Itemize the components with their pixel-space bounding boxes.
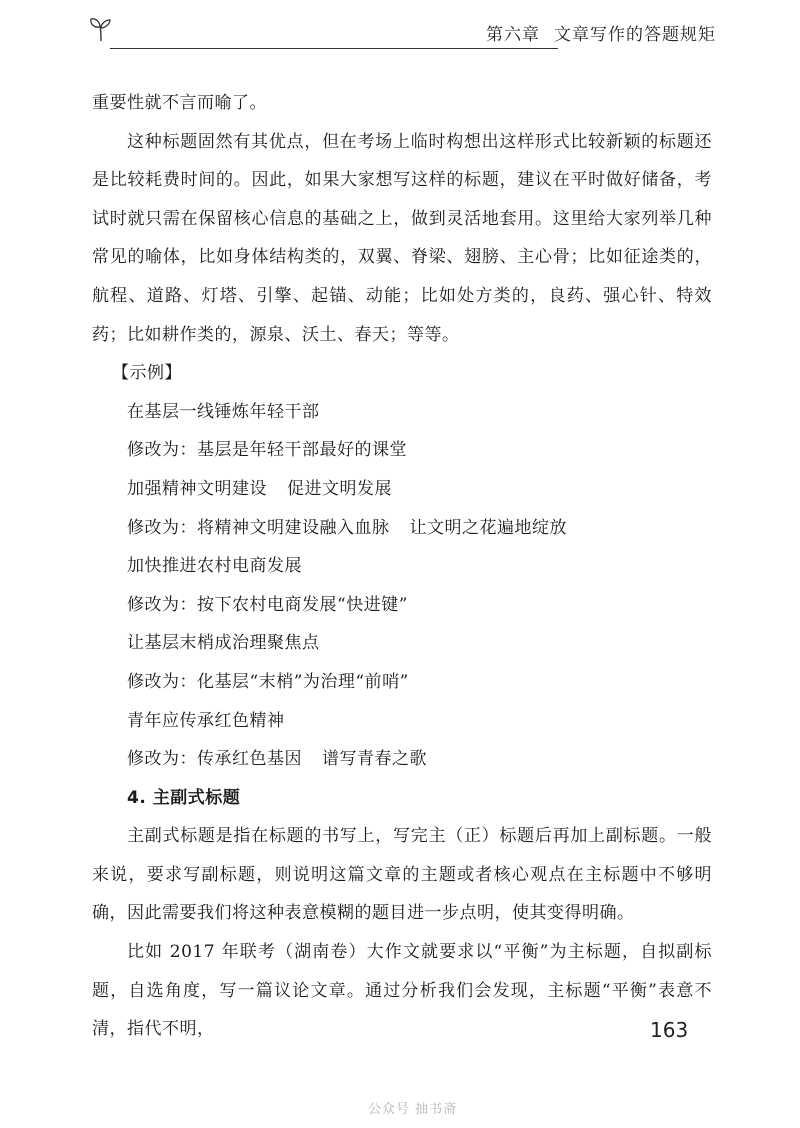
page-number: 163 (650, 1018, 689, 1042)
watermark: 公众号 抽书斋 (368, 1102, 458, 1117)
example-original-part: 加强精神文明建设 (127, 478, 267, 499)
example-label: 【示例】 (112, 363, 182, 384)
example-revised-part: 谱写青春之歌 (322, 749, 427, 770)
example-revised-part: 修改为：将精神文明建设融入血脉 (127, 517, 390, 538)
paragraph: 这种标题固然有其优点，但在考场上临时构想出这样形式比较新颖的标题还是比较耗费时间的。因此，如果大家想写这样的标题，建议在平时做好储备，考试时就只需在保留核心信息的基础之上，做到灵活地套用。这里给大家列举几种常见的喻体，比如身体结构类的，双翼、脊梁、翅膀、主心骨；比如征途类的，航程、道路、灯塔、引擎、起锚、动能；比如处方类的，良药、强心针、特效药；比如耕作类的，源泉、沃土、春天；等等。 (92, 131, 712, 345)
page-body (92, 84, 712, 1049)
paragraph: 比如 2017 年联考（湖南卷）大作文就要求以“平衡”为主标题，自拟副标题，自选角度，写一篇议论文章。通过分析我们会发现，主标题“平衡”表意不清，指代不明， (92, 942, 712, 1040)
chapter-label: 第六章 (486, 25, 540, 45)
example-revised-part: 让文明之花遍地绽放 (409, 517, 567, 538)
example-original (92, 470, 712, 509)
paragraph: 重要性就不言而喻了。 (92, 93, 267, 113)
example-original: 加快推进农村电商发展 (127, 556, 302, 577)
example-revised-part: 修改为：传承红色基因 (127, 749, 302, 770)
example-original: 青年应传承红色精神 (127, 710, 285, 731)
example-revised (92, 740, 712, 779)
example-original: 让基层末梢成治理聚焦点 (127, 633, 320, 654)
example-original: 在基层一线锤炼年轻干部 (127, 401, 320, 422)
header-rule (110, 48, 558, 49)
example-original-part: 促进文明发展 (287, 478, 392, 499)
example-revised (92, 509, 712, 548)
running-header (88, 14, 716, 48)
sprout-icon (88, 16, 114, 42)
example-revised: 修改为：化基层“末梢”为治理“前哨” (127, 671, 409, 692)
example-revised: 修改为：基层是年轻干部最好的课堂 (127, 440, 407, 461)
section-heading: 4. 主副式标题 (127, 787, 241, 808)
paragraph: 主副式标题是指在标题的书写上，写完主（正）标题后再加上副标题。一般来说，要求写副标题，则说明这篇文章的主题或者核心观点在主标题中不够明确，因此需要我们将这种表意模糊的题目进一步点明，使其变得明确。 (92, 826, 712, 924)
chapter-name: 文章写作的答题规矩 (554, 25, 716, 45)
example-revised: 修改为：按下农村电商发展“快进键” (127, 594, 408, 615)
chapter-title (486, 20, 716, 45)
